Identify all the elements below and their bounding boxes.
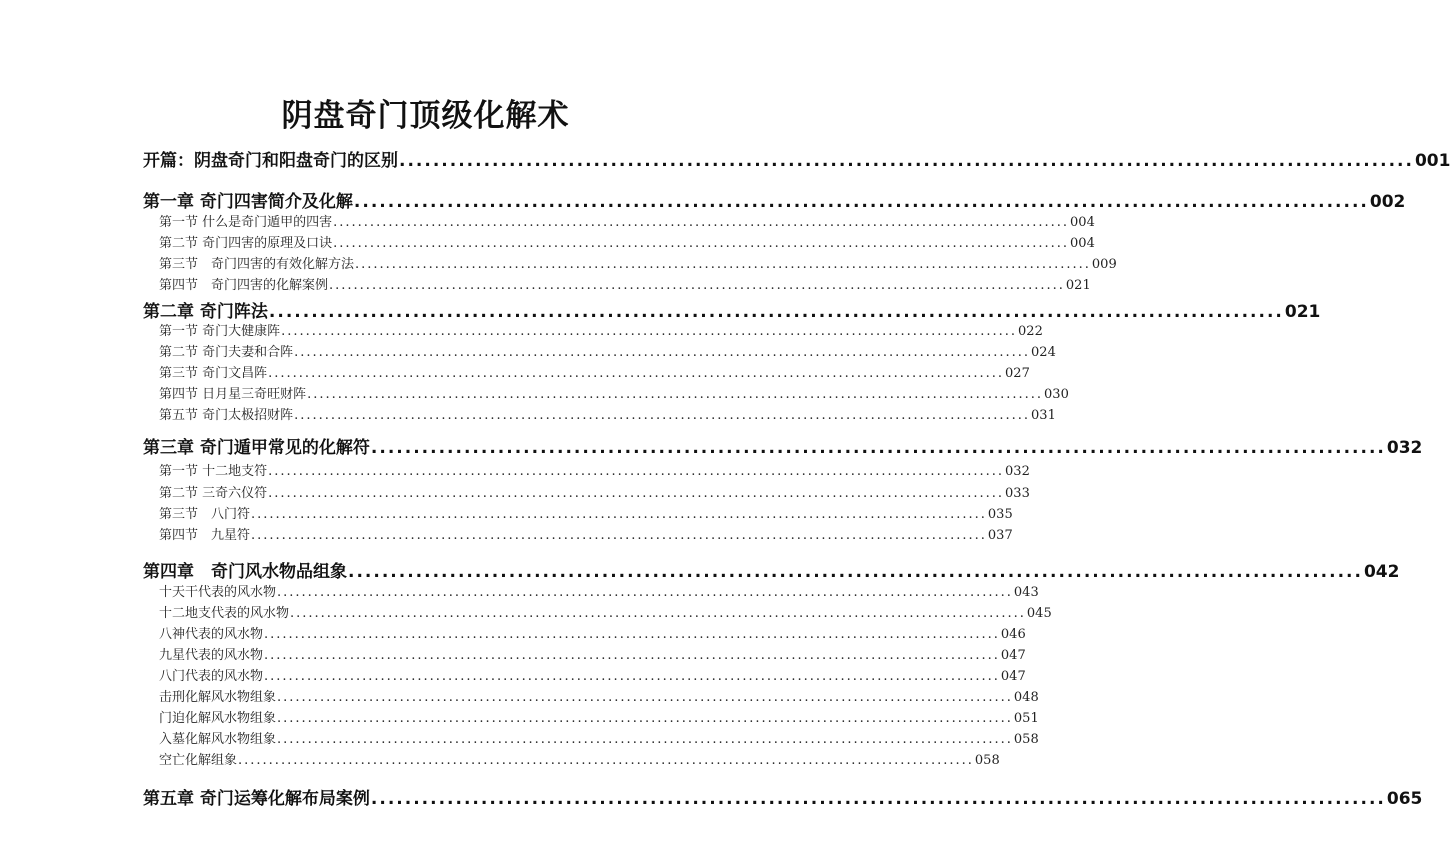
toc-entry-page: 047 — [1000, 669, 1026, 684]
leader-dots: ........................................................................................................................ — [238, 753, 974, 768]
leader-dots: ........................................................................................................................ — [290, 606, 1026, 621]
toc-entry-title: 第三节 奇门文昌阵 — [159, 366, 268, 381]
toc-entry-page: 024 — [1031, 345, 1056, 360]
toc-entry-page: 004 — [1070, 236, 1095, 251]
toc-entry-title: 十二地支代表的风水物 — [159, 606, 290, 621]
toc-entry-page: 002 — [1369, 192, 1406, 212]
leader-dots: ........................................................................................................................ — [348, 562, 1363, 582]
toc-entry-title: 第三节 八门符 — [159, 507, 251, 522]
toc-entry-page: 047 — [1000, 648, 1026, 663]
leader-dots: ........................................................................................................................ — [277, 732, 1013, 747]
toc-entry-page: 021 — [1065, 278, 1091, 293]
toc-entry-page: 065 — [1386, 789, 1423, 809]
toc-entry-page: 048 — [1013, 690, 1039, 705]
leader-dots: ........................................................................................................................ — [370, 438, 1386, 458]
toc-chapter-3 — [143, 433, 1423, 458]
toc-entry-title: 第一章 奇门四害简介及化解 — [143, 192, 353, 212]
toc-entry-page: 004 — [1070, 215, 1095, 230]
toc-section — [159, 503, 1013, 522]
leader-dots: ........................................................................................................................ — [294, 408, 1031, 423]
toc-section — [159, 460, 1030, 479]
leader-dots: ........................................................................................................................ — [370, 789, 1386, 809]
leader-dots: ........................................................................................................................ — [251, 528, 987, 543]
toc-entry-title: 九星代表的风水物 — [159, 648, 264, 663]
toc-entry-title: 开篇：阴盘奇门和阳盘奇门的区别 — [143, 151, 398, 171]
toc-entry-page: 032 — [1005, 464, 1030, 479]
toc-entry-title: 十天干代表的风水物 — [159, 585, 277, 600]
toc-section — [159, 644, 1026, 663]
toc-entry-title: 击刑化解风水物组象 — [159, 690, 277, 705]
leader-dots: ........................................................................................................................ — [277, 585, 1013, 600]
toc-entry-title: 门迫化解风水物组象 — [159, 711, 277, 726]
toc-entry-page: 030 — [1044, 387, 1069, 402]
toc-entry-title: 入墓化解风水物组象 — [159, 732, 277, 747]
leader-dots: ........................................................................................................................ — [294, 345, 1031, 360]
toc-entry-page: 058 — [1013, 732, 1039, 747]
toc-entry-title: 八神代表的风水物 — [159, 627, 264, 642]
toc-entry-title: 第二节 奇门四害的原理及口诀 — [159, 236, 333, 251]
toc-entry-page: 031 — [1031, 408, 1056, 423]
toc-chapter-5 — [143, 784, 1423, 809]
toc-entry-title: 第三节 奇门四害的有效化解方法 — [159, 257, 355, 272]
toc-entry-page: 033 — [1005, 486, 1030, 501]
toc-entry-title: 第一节 奇门大健康阵 — [159, 324, 281, 339]
toc-entry-title: 空亡化解组象 — [159, 753, 238, 768]
leader-dots: ........................................................................................................................ — [268, 302, 1284, 322]
toc-section — [159, 686, 1039, 705]
toc-entry-page: 001 — [1414, 151, 1450, 171]
toc-entry-title: 第四节 九星符 — [159, 528, 251, 543]
toc-section — [159, 383, 1069, 402]
toc-entry-page: 035 — [987, 507, 1013, 522]
toc-section — [159, 404, 1056, 423]
toc-entry-prologue — [143, 146, 1450, 171]
toc-entry-page: 046 — [1000, 627, 1026, 642]
toc-section — [159, 232, 1095, 251]
toc-entry-page: 058 — [974, 753, 1000, 768]
leader-dots: ........................................................................................................................ — [399, 151, 1414, 171]
toc-entry-page: 021 — [1284, 302, 1321, 322]
toc-section — [159, 482, 1030, 501]
toc-entry-title: 第三章 奇门遁甲常见的化解符 — [143, 438, 370, 458]
toc-entry-title: 第一节 十二地支符 — [159, 464, 268, 479]
leader-dots: ........................................................................................................................ — [333, 215, 1070, 230]
page-title: 阴盘奇门顶级化解术 — [281, 98, 570, 134]
toc-section — [159, 274, 1091, 293]
toc-entry-title: 第二章 奇门阵法 — [143, 302, 268, 322]
leader-dots: ........................................................................................................................ — [268, 486, 1005, 501]
toc-entry-page: 042 — [1363, 562, 1400, 582]
leader-dots: ........................................................................................................................ — [355, 257, 1091, 272]
leader-dots: ........................................................................................................................ — [277, 711, 1013, 726]
toc-entry-page: 051 — [1013, 711, 1039, 726]
leader-dots: ........................................................................................................................ — [264, 648, 1000, 663]
toc-section — [159, 341, 1056, 360]
toc-chapter-4 — [143, 557, 1400, 582]
leader-dots: ........................................................................................................................ — [268, 366, 1005, 381]
toc-entry-page: 009 — [1091, 257, 1117, 272]
toc-section — [159, 211, 1095, 230]
toc-section — [159, 665, 1026, 684]
toc-entry-title: 第一节 什么是奇门遁甲的四害 — [159, 215, 333, 230]
leader-dots: ........................................................................................................................ — [307, 387, 1044, 402]
toc-entry-title: 第四节 奇门四害的化解案例 — [159, 278, 329, 293]
leader-dots: ........................................................................................................................ — [281, 324, 1018, 339]
leader-dots: ........................................................................................................................ — [264, 627, 1000, 642]
toc-entry-page: 037 — [987, 528, 1013, 543]
toc-section — [159, 253, 1117, 272]
leader-dots: ........................................................................................................................ — [264, 669, 1000, 684]
toc-section — [159, 728, 1039, 747]
toc-section — [159, 362, 1030, 381]
toc-entry-page: 045 — [1026, 606, 1052, 621]
leader-dots: ........................................................................................................................ — [353, 192, 1369, 212]
toc-section — [159, 320, 1043, 339]
toc-section — [159, 623, 1026, 642]
toc-section — [159, 524, 1013, 543]
toc-section — [159, 602, 1052, 621]
leader-dots: ........................................................................................................................ — [333, 236, 1070, 251]
leader-dots: ........................................................................................................................ — [329, 278, 1065, 293]
toc-chapter-2 — [143, 297, 1321, 322]
toc-entry-title: 第五章 奇门运筹化解布局案例 — [143, 789, 370, 809]
toc-section — [159, 707, 1039, 726]
leader-dots: ........................................................................................................................ — [268, 464, 1005, 479]
toc-entry-title: 第四章 奇门风水物品组象 — [143, 562, 347, 582]
toc-section — [159, 581, 1039, 600]
toc-entry-page: 022 — [1018, 324, 1043, 339]
toc-section — [159, 749, 1000, 768]
toc-entry-page: 043 — [1013, 585, 1039, 600]
toc-entry-page: 027 — [1005, 366, 1030, 381]
toc-entry-title: 第四节 日月星三奇旺财阵 — [159, 387, 307, 402]
leader-dots: ........................................................................................................................ — [251, 507, 987, 522]
leader-dots: ........................................................................................................................ — [277, 690, 1013, 705]
toc-entry-title: 第二节 奇门夫妻和合阵 — [159, 345, 294, 360]
toc-entry-title: 第二节 三奇六仪符 — [159, 486, 268, 501]
toc-entry-title: 八门代表的风水物 — [159, 669, 264, 684]
toc-chapter-1 — [143, 187, 1406, 212]
toc-entry-page: 032 — [1386, 438, 1423, 458]
toc-entry-title: 第五节 奇门太极招财阵 — [159, 408, 294, 423]
